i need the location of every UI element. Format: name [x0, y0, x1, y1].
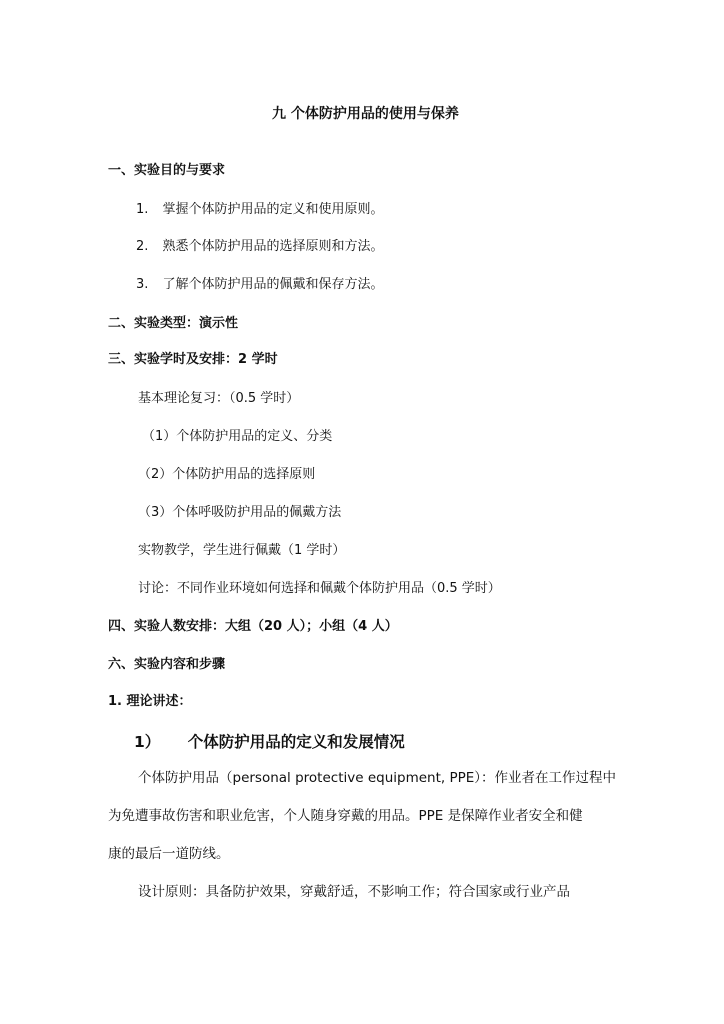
schedule-line: 讨论：不同作业环境如何选择和佩戴个体防护用品（0.5 学时） — [138, 581, 501, 596]
section-heading-hours: 三、实验学时及安排：2 学时 — [108, 352, 278, 367]
objective-item — [136, 239, 384, 255]
item-text: 了解个体防护用品的佩戴和保存方法。 — [162, 277, 384, 292]
section-heading-content: 六、实验内容和步骤 — [108, 657, 226, 672]
topic-title: 个体防护用品的定义和发展情况 — [187, 733, 405, 751]
objective-item — [136, 277, 384, 293]
paragraph-line: 康的最后一道防线。 — [108, 846, 230, 862]
page-title: 九 个体防护用品的使用与保养 — [272, 106, 459, 122]
topic-number: 1） — [134, 733, 161, 751]
paragraph-line: 设计原则：具备防护效果，穿戴舒适，不影响工作；符合国家或行业产品 — [138, 884, 570, 900]
paragraph-line: 为免遭事故伤害和职业危害，个人随身穿戴的用品。PPE 是保障作业者安全和健 — [108, 808, 583, 824]
schedule-line: 实物教学，学生进行佩戴（1 学时） — [138, 543, 346, 558]
section-heading-group-size: 四、实验人数安排：大组（20 人）；小组（4 人） — [108, 619, 398, 634]
topic-heading — [134, 733, 405, 751]
section-heading-type: 二、实验类型：演示性 — [108, 316, 239, 331]
section-heading-objectives: 一、实验目的与要求 — [108, 163, 226, 178]
paragraph-line: 个体防护用品（personal protective equipment, PPE）：作业者在工作过程中 — [138, 770, 617, 786]
item-number: 1. — [136, 202, 149, 217]
schedule-line: （1）个体防护用品的定义、分类 — [142, 429, 333, 444]
item-text: 熟悉个体防护用品的选择原则和方法。 — [162, 239, 384, 254]
schedule-line: （2）个体防护用品的选择原则 — [138, 467, 316, 482]
schedule-line: （3）个体呼吸防护用品的佩戴方法 — [138, 505, 342, 520]
subsection-heading-theory: 1. 理论讲述： — [108, 694, 192, 709]
item-number: 3. — [136, 277, 149, 292]
item-number: 2. — [136, 239, 149, 254]
objective-item — [136, 202, 384, 218]
item-text: 掌握个体防护用品的定义和使用原则。 — [162, 202, 384, 217]
schedule-line: 基本理论复习：（0.5 学时） — [138, 391, 300, 406]
